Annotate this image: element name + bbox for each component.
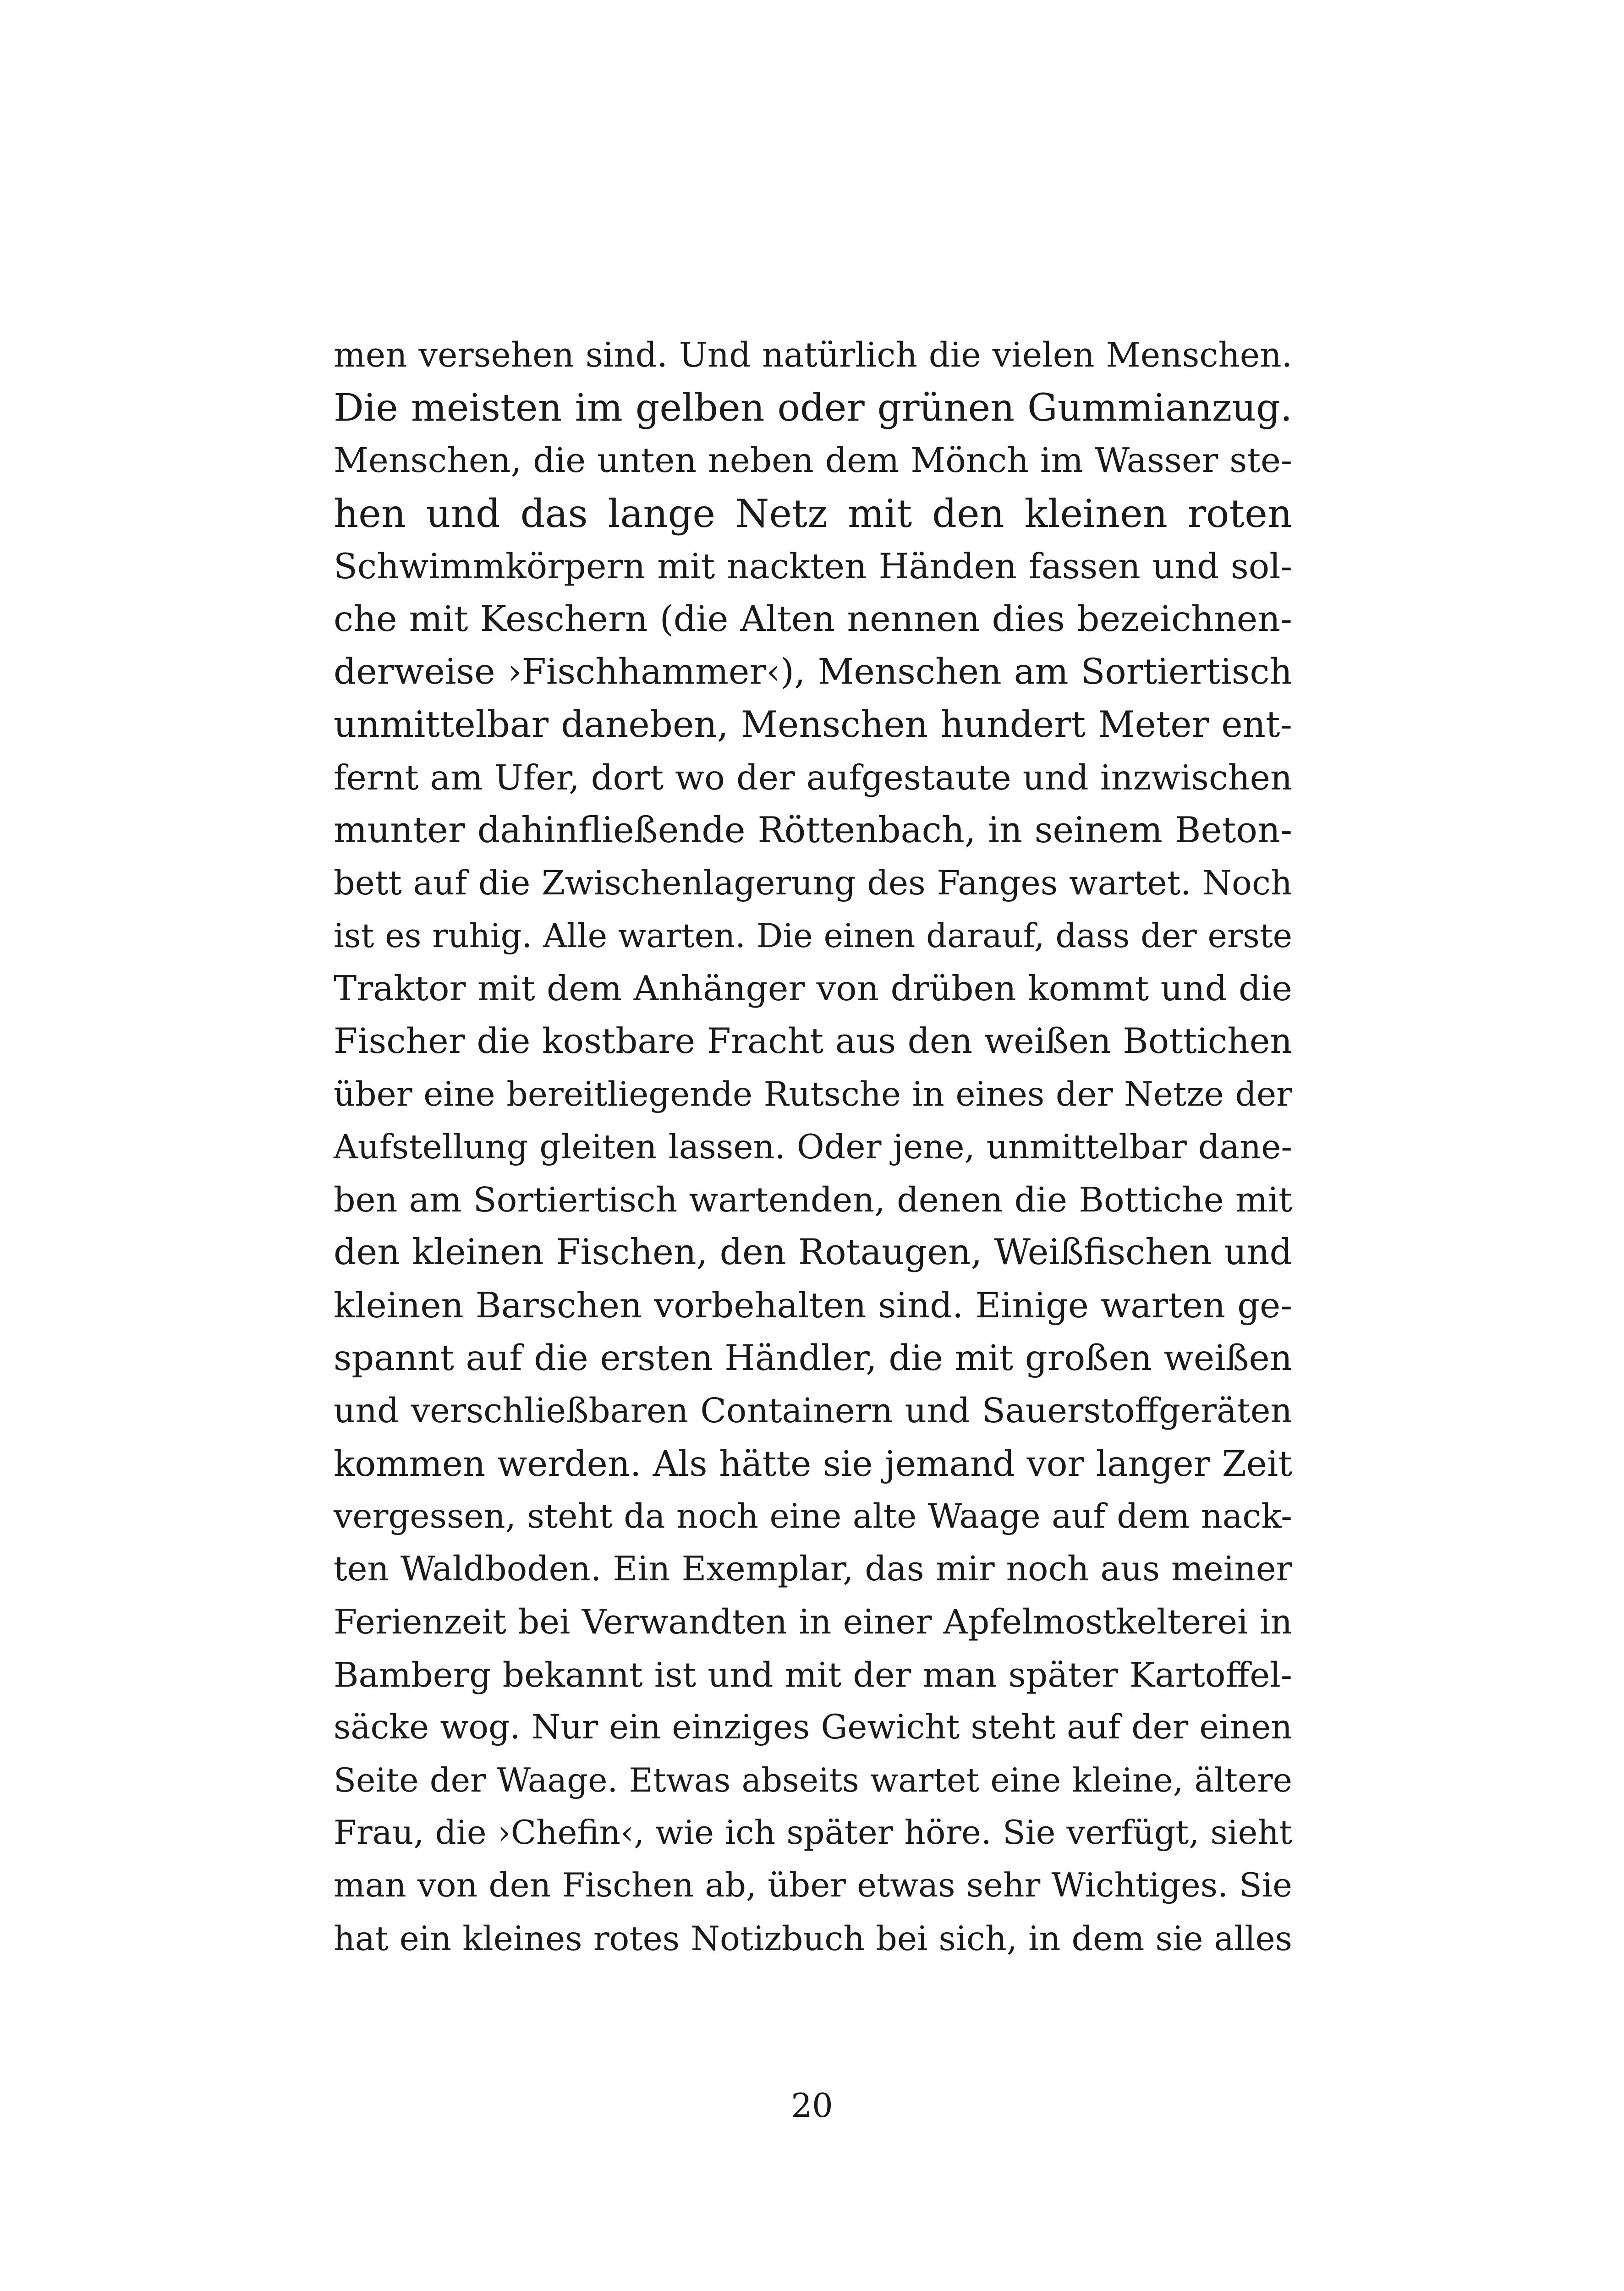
text-line: säcke wog. Nur ein einziges Gewicht steht auf der einen	[334, 1708, 1292, 1747]
text-line: Schwimmkörpern mit nackten Händen fassen und sol-	[334, 546, 1292, 586]
text-line: über eine bereitliegende Rutsche in eines der Netze der	[334, 1074, 1292, 1114]
text-line: Seite der Waage. Etwas abseits wartet eine kleine, ältere	[334, 1761, 1292, 1800]
text-line: Aufstellung gleiten lassen. Oder jene, unmittelbar dane-	[334, 1127, 1292, 1167]
text-line: und verschließbaren Containern und Sauerstoffgeräten	[334, 1391, 1292, 1431]
page-number: 20	[791, 2086, 833, 2125]
text-line: bett auf die Zwischenlagerung des Fanges wartet. Noch	[334, 863, 1292, 903]
text-line: kommen werden. Als hätte sie jemand vor langer Zeit	[334, 1443, 1292, 1484]
body-text	[334, 329, 1292, 1965]
text-line: ten Waldboden. Ein Exemplar, das mir noch aus meiner	[334, 1549, 1292, 1589]
text-line: vergessen, steht da noch eine alte Waage auf dem nack-	[334, 1497, 1292, 1536]
text-line: spannt auf die ersten Händler, die mit großen weißen	[334, 1337, 1292, 1379]
text-line: ben am Sortiertisch wartenden, denen die Bottiche mit	[334, 1180, 1292, 1220]
text-line: hat ein kleines rotes Notizbuch bei sich, in dem sie alles	[334, 1919, 1292, 1958]
text-line: fernt am Ufer, dort wo der aufgestaute und inzwischen	[334, 757, 1292, 798]
text-line: kleinen Barschen vorbehalten sind. Einige warten ge-	[334, 1285, 1292, 1326]
text-line: men versehen sind. Und natürlich die vielen Menschen.	[334, 336, 1292, 375]
text-line: hen und das lange Netz mit den kleinen roten	[334, 491, 1292, 536]
text-line: Fischer die kostbare Fracht aus den weißen Bottichen	[334, 1021, 1292, 1062]
text-line: Menschen, die unten neben dem Mönch im Wasser ste-	[334, 441, 1292, 481]
text-line: unmittelbar daneben, Menschen hundert Meter ent-	[334, 704, 1292, 746]
text-line: Frau, die ›Chefin‹, wie ich später höre. Sie verfügt, sieht	[334, 1814, 1292, 1853]
text-line: ist es ruhig. Alle warten. Die einen darauf, dass der erste	[334, 917, 1292, 955]
text-line: che mit Keschern (die Alten nennen dies bezeichnen-	[334, 598, 1292, 640]
text-line: derweise ›Fischhammer‹), Menschen am Sortiertisch	[334, 652, 1292, 693]
text-line: den kleinen Fischen, den Rotaugen, Weißfischen und	[334, 1232, 1292, 1273]
text-line: Ferienzeit bei Verwandten in einer Apfelmostkelterei in	[334, 1602, 1292, 1642]
text-line: man von den Fischen ab, über etwas sehr Wichtiges. Sie	[334, 1866, 1292, 1905]
text-line: Traktor mit dem Anhänger von drüben kommt und die	[334, 968, 1292, 1009]
text-line: Die meisten im gelben oder grünen Gummianzug.	[334, 386, 1292, 430]
text-line: munter dahinfließende Röttenbach, in seinem Beton-	[334, 809, 1292, 851]
text-line: Bamberg bekannt ist und mit der man später Kartoffel-	[334, 1655, 1292, 1695]
